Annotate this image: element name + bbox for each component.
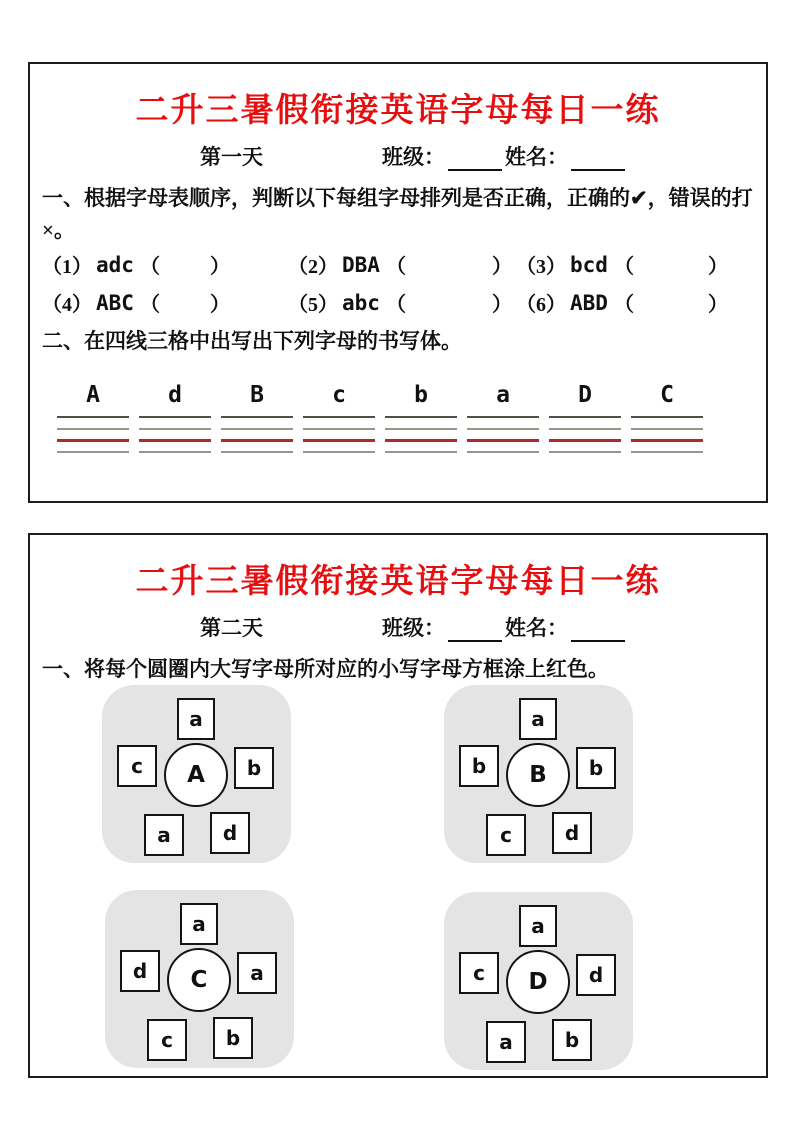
practice-letter: A <box>86 381 100 408</box>
item-letters: DBA <box>342 252 380 277</box>
letter-box-bottom-left[interactable]: c <box>486 814 526 856</box>
letter-box-left[interactable]: d <box>120 950 160 992</box>
letter-box-left[interactable]: c <box>117 745 157 787</box>
answer-paren-close: ） <box>209 256 230 278</box>
answer-paren-open: （ <box>613 256 634 278</box>
letter-box-right[interactable]: a <box>237 952 277 994</box>
answer-blank-6[interactable] <box>634 302 708 304</box>
four-line-grid[interactable] <box>385 416 457 453</box>
letter-box-top[interactable]: a <box>177 698 215 740</box>
uppercase-letter-circle: A <box>164 743 228 807</box>
name-input-blank[interactable] <box>571 618 625 642</box>
name-label: 姓名： <box>505 145 568 169</box>
answer-blank-1[interactable] <box>160 264 210 266</box>
practice-column-4 <box>303 382 375 453</box>
item-number: （6） <box>516 294 566 316</box>
section1-instructions-line1: 一、根据字母表顺序，判断以下每组字母排列是否正确，正确的✔，错误的打 <box>42 186 753 210</box>
letter-box-top[interactable]: a <box>519 905 557 947</box>
item-number: （4） <box>42 294 92 316</box>
letter-box-bottom-right[interactable]: d <box>552 812 592 854</box>
name-label: 姓名： <box>505 616 568 640</box>
item-letters: abc <box>342 290 380 315</box>
answer-paren-open: （ <box>613 294 634 316</box>
item-letters: adc <box>96 252 134 277</box>
item-number: （2） <box>288 256 338 278</box>
uppercase-letter-circle: C <box>167 948 231 1012</box>
section2-instructions: 二、在四线三格中出写出下列字母的书写体。 <box>42 329 462 353</box>
answer-paren-open: （ <box>385 294 406 316</box>
practice-letter: c <box>332 381 346 408</box>
section1-instructions: 一、将每个圆圈内大写字母所对应的小写字母方框涂上红色。 <box>42 657 609 681</box>
practice-column-6 <box>467 382 539 453</box>
class-input-blank[interactable] <box>448 618 502 642</box>
four-line-grid[interactable] <box>631 416 703 453</box>
writing-practice-area <box>57 382 766 453</box>
name-input-blank[interactable] <box>571 147 625 171</box>
practice-column-7 <box>549 382 621 453</box>
judge-item-6 <box>516 288 728 317</box>
judge-item-4 <box>42 288 230 317</box>
letter-group-A <box>102 685 291 863</box>
answer-paren-open: （ <box>385 256 406 278</box>
four-line-grid[interactable] <box>57 416 129 453</box>
worksheet-page-day2 <box>28 533 768 1078</box>
class-label: 班级： <box>382 616 445 640</box>
judge-items-row-1 <box>30 246 766 284</box>
page-title: 二升三暑假衔接英语字母每日一练 <box>135 564 661 600</box>
answer-blank-5[interactable] <box>406 302 492 304</box>
practice-letter: d <box>168 381 182 408</box>
letter-box-bottom-left[interactable]: c <box>147 1019 187 1061</box>
letter-group-B <box>444 685 633 863</box>
uppercase-letter-circle: B <box>506 743 570 807</box>
letter-box-right[interactable]: b <box>576 747 616 789</box>
practice-column-8 <box>631 382 703 453</box>
four-line-grid[interactable] <box>303 416 375 453</box>
letter-box-left[interactable]: b <box>459 745 499 787</box>
header-row <box>30 139 766 173</box>
answer-paren-open: （ <box>139 294 160 316</box>
class-name-fields <box>382 141 628 171</box>
letter-box-bottom-right[interactable]: d <box>210 812 250 854</box>
letter-group-C <box>105 890 294 1068</box>
uppercase-letter-circle: D <box>506 950 570 1014</box>
item-number: （1） <box>42 256 92 278</box>
item-number: （5） <box>288 294 338 316</box>
judge-items-row-2 <box>30 284 766 322</box>
day-label: 第二天 <box>200 616 263 640</box>
answer-paren-close: ） <box>491 256 512 278</box>
four-line-grid[interactable] <box>139 416 211 453</box>
section1-instructions <box>42 183 754 246</box>
four-line-grid[interactable] <box>549 416 621 453</box>
answer-blank-2[interactable] <box>406 264 492 266</box>
practice-column-3 <box>221 382 293 453</box>
letter-box-bottom-right[interactable]: b <box>213 1017 253 1059</box>
item-letters: ABC <box>96 290 134 315</box>
practice-column-1 <box>57 382 129 453</box>
letter-box-bottom-left[interactable]: a <box>486 1021 526 1063</box>
answer-paren-close: ） <box>707 294 728 316</box>
practice-letter: D <box>578 381 592 408</box>
judge-item-2 <box>288 250 512 279</box>
class-name-fields <box>382 612 628 642</box>
answer-paren-close: ） <box>491 294 512 316</box>
header-row <box>30 610 766 644</box>
practice-letter: C <box>660 381 674 408</box>
answer-blank-4[interactable] <box>160 302 210 304</box>
answer-paren-open: （ <box>139 256 160 278</box>
worksheet-page-day1 <box>28 62 768 503</box>
letter-box-bottom-left[interactable]: a <box>144 814 184 856</box>
answer-blank-3[interactable] <box>634 264 708 266</box>
answer-paren-close: ） <box>209 294 230 316</box>
practice-column-5 <box>385 382 457 453</box>
letter-box-right[interactable]: d <box>576 954 616 996</box>
class-label: 班级： <box>382 145 445 169</box>
item-letters: bcd <box>570 252 608 277</box>
letter-box-top[interactable]: a <box>519 698 557 740</box>
practice-column-2 <box>139 382 211 453</box>
practice-letter: B <box>250 381 264 408</box>
practice-letter: a <box>496 381 510 408</box>
letter-box-bottom-right[interactable]: b <box>552 1019 592 1061</box>
four-line-grid[interactable] <box>467 416 539 453</box>
page-title: 二升三暑假衔接英语字母每日一练 <box>135 93 661 129</box>
judge-item-5 <box>288 288 512 317</box>
four-line-grid[interactable] <box>221 416 293 453</box>
practice-letter: b <box>414 381 428 408</box>
letter-group-D <box>444 892 633 1070</box>
item-number: （3） <box>516 256 566 278</box>
answer-paren-close: ） <box>707 256 728 278</box>
letter-box-top[interactable]: a <box>180 903 218 945</box>
judge-item-3 <box>516 250 728 279</box>
section1-instructions-line2: ×。 <box>42 217 75 242</box>
letter-box-left[interactable]: c <box>459 952 499 994</box>
item-letters: ABD <box>570 290 608 315</box>
letter-box-right[interactable]: b <box>234 747 274 789</box>
judge-item-1 <box>42 250 230 279</box>
class-input-blank[interactable] <box>448 147 502 171</box>
day-label: 第一天 <box>200 145 263 169</box>
